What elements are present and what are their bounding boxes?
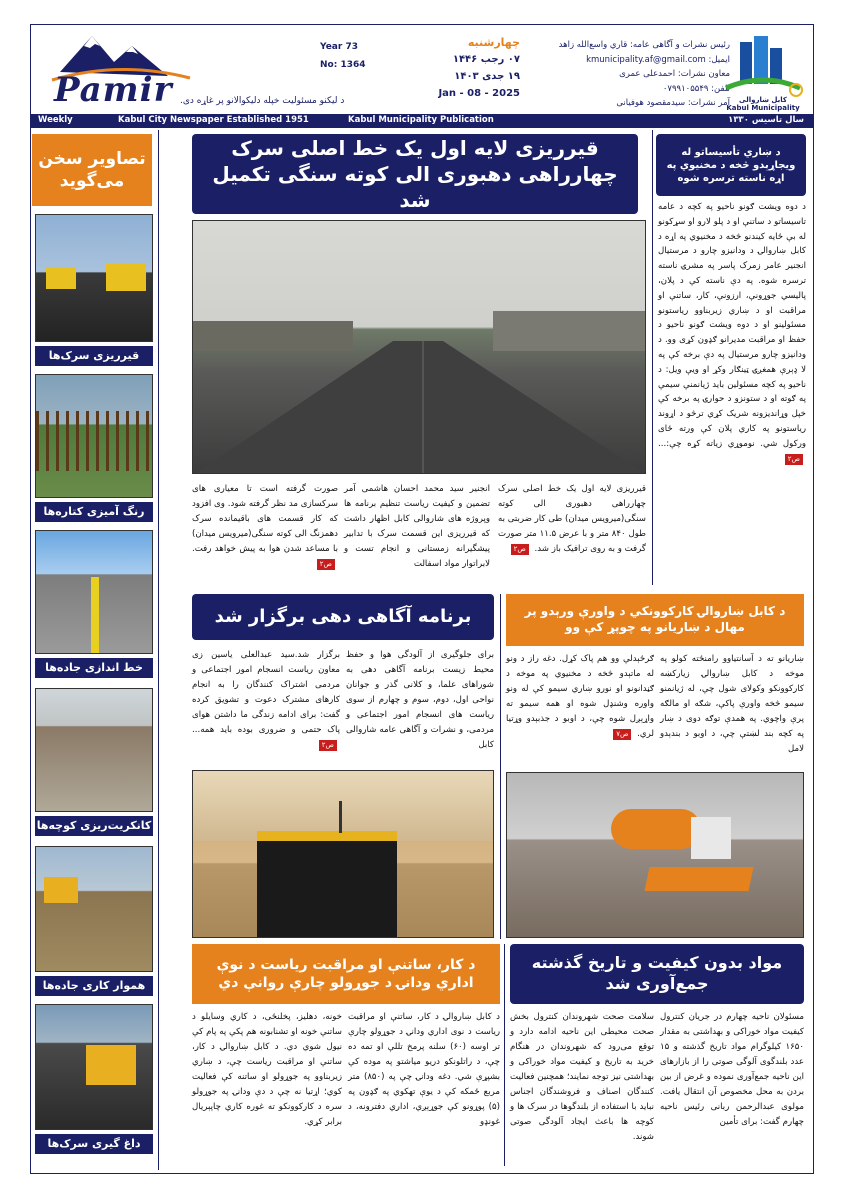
photo-grading	[35, 846, 153, 972]
municipality-label	[722, 96, 804, 112]
staff-list	[550, 38, 730, 111]
caption-alley: کانکریت‌ریزی کوچه‌ها	[35, 816, 153, 836]
responsibility-notice: د لیکنو مسئولیت خپله دلیکوالانو پر غاړه دی.	[180, 96, 345, 106]
photo-snowplow	[506, 772, 804, 938]
column-divider	[652, 130, 653, 585]
column-divider	[500, 594, 501, 939]
right-tail-text: نوموړي زیاته کړه چې:...	[658, 438, 755, 449]
main-headline: قیرریزی لایه اول یک خط اصلی سرک چهارراهی دهبوری الی کوته سنگی تکمیل شد	[192, 134, 638, 214]
page-ref-badge[interactable]: ص۷	[613, 729, 631, 740]
snow-col-1: ښاریانو ته د آسانتیاوو رامنځته کولو په موخه د کابل ښاروالۍ زیارکښه کارکوونکو وکولای شول چې، له ژیانمنو سیمو څخه واورې پاکې، شګه او مالګه پرې واچوي. په همدې توګه دوی د ښار په کچه بند لښتې چې، د اوبو د بندېدو لامل	[660, 654, 804, 754]
photo-fence	[35, 374, 153, 498]
photo-podium	[192, 770, 494, 938]
photo-main-road	[192, 220, 646, 474]
date-lunar: ۰۷ رجب ۱۴۴۶	[452, 54, 520, 65]
founded-label: سال تاسیس ۱۳۳۰	[728, 115, 804, 125]
main-col-1	[498, 482, 646, 557]
awareness-col-2-text: برگزار شد.سید عبدالعلی یاسین زی معاون ریاست انسجام امور اجتماعی و مردمی اشتراک کنندگان را به انجام کارهای مشترک دعوت و تشویق کرده گفت: برای ادامه زندگی ما داشتن هوای پاک حتمی و ضروری بوده باید همه...	[192, 650, 340, 735]
photo-asphalt	[35, 214, 153, 342]
muni-name: کابل ښاروالی	[738, 96, 787, 104]
year-label: Year 73	[320, 42, 358, 52]
staff-line: معاون نشرات: احمدعلی عمری	[619, 69, 730, 79]
right-headline: د ښاري تأسیساتو له ویجاړېدو څخه د مخنیوي په اړه ناسته ترسره شوه	[656, 134, 806, 196]
awareness-col-2	[192, 648, 340, 753]
page-ref-badge[interactable]: ص۲	[319, 740, 337, 751]
page-ref-badge[interactable]: ص۲	[785, 454, 803, 465]
established-label: Kabul City Newspaper Established 1951	[118, 115, 309, 125]
dates	[410, 34, 520, 102]
page-ref-badge[interactable]: ص۲	[317, 559, 335, 570]
awareness-col-1: برای جلوگیری از آلودگی هوا و حفظ محیط زیست برنامه آگاهی دهی به شوراهای علما، و کلانی گذر و جوانان نواحی اول، دوم، سوم و چهارم از سوی ریاست های انسجام امور اجتماعی و مردمی، و نشرات و آگاهی عامه شاروالی کابل	[346, 650, 494, 750]
photo-patching	[35, 1004, 153, 1130]
main-col-3-text: صورت گرفته است تا معیاری های سرکسازی مد نظر گرفته شود. وی افزود که کار قسمت های باقیمانده سرک دهمزنگ الی کوته سنگی(میرویس میدان) با مساعد شدن هوا به پیش خواهد رفت.	[192, 484, 338, 554]
staff-line: رئیس نشرات و آگاهی عامه: قاري واسع‌الله زاهد	[558, 40, 730, 50]
caption-fence: رنگ آمیزی کتاره‌ها	[35, 502, 153, 522]
issue-number: No: 1364	[320, 60, 366, 70]
road-photo-illustration	[193, 221, 646, 474]
control-col-2: خونه، دهلیز، پخلنځی، د کاري وسایلو د ساتنې خونه او تشنابونه هم پکې په پام کې نیول شوي دي. د کابل ښاروالۍ د کار، ساتنې او مراقبت ریاست چې، د ښاري زیربناوو په جوړولو او ساتنه کې فعالیت کوي؛ اړتیا نه چې د دې ودانۍ په جوړولو سره د کارکوونکو ته غوره کاري چاپېریال برابر کړي.	[192, 1012, 342, 1127]
masthead-bar	[30, 114, 814, 128]
staff-line: آمر نشرات: سیدمقصود هوفیانی	[616, 98, 730, 108]
caption-asphalt: قیرریزی سرک‌ها	[35, 346, 153, 366]
main-col-1-text: قیرریزی لایه اول یک خط اصلی سرک چهارراهی دهبوری الی کوته سنگی(میرویس میدان) طی کار ضربتی به طول ۸۴۰ متر و با عرض ۱۱.۵ متر صورت گرفت و به روی ترافیک باز شد.	[498, 484, 646, 554]
masthead	[30, 24, 814, 114]
brand-wordmark: Pamir	[54, 70, 173, 110]
snow-headline: د کابل ښاروالۍ کارکوونکي د واورې ورېدو پر مهال د ښاریانو په چوپړ کې وو	[506, 594, 804, 646]
weekly-label: Weekly	[38, 115, 73, 125]
right-body-text: د دوه ویشت ګونو ناحیو په کچه د عامه تاسیساتو د ساتنې او د پلو لارو او سړکونو له بې ځایه کیندنو څخه د مخنیوي په اړه د کابل ښاروالۍ د ودانیزو چارو د مرستیال انجنیر عامر زمرک پاسر په مشرۍ ناسته ترسره شوه. په دې ناسته کې د پلان، پالیسي جوړونې، ارزونې، کار، ساتنې او مراقبت او د ښاري زیربناوو ریاستونو مسئولینو او د دوه ویشت ګونو ناحیو د حفظ او مراقبت مدیرانو ګډون کړی وو. د ودانیزو چارو مرستیال په دې برخه کې په لا ډېرې همغږۍ ټینګار وکړ او ویې ویل: د ناحیو په کچه مسئولین باید ژیانمنې سیمې په ګوته او د ستونزو د حوارۍ په برخه کې خپل وړاندیزونه شریک کړي ترڅو د اړوند ریاستونو په کاري پلان کې ورته ځای ورکول شي.	[658, 202, 806, 449]
caption-grading: هموار کاری جاده‌ها	[35, 976, 153, 996]
date-gregorian: Jan - 08 - 2025	[438, 88, 520, 99]
staff-line: ایمیل: kmunicipality.af@gmail.com	[586, 54, 730, 65]
food-col-1: مسئولان ناحیه چهارم در جریان کنترول کیفیت مواد خوراکی و بهداشتی به مقدار ۱۶۵۰ کیلوگرام مواد تاریخ گذشته و ۱۵ عدد بلندگوی آلوگی صوتی را از بازارهای این ناحیه جمع‌آوری نموده و غرض از بین بردن به محل مخصوص آن انتقال یافت. مولوی عبدالرحمن ربانی رئیس ناحیه چهارم گفت: برای تأمین	[660, 1012, 804, 1127]
column-divider	[504, 944, 505, 1166]
photo-alley	[35, 688, 153, 812]
column-divider	[158, 130, 159, 1170]
control-col-1: د کابل ښاروالۍ د کار، ساتنې او مراقبت ریاست د نوی اداري ودانۍ د جوړولو چارې تر اوسه (۶۰) سلنه پرمخ تللې او تمه ده چې، د راتلونکو دریو میاشتو په موده کې بشپړې شي. دغه ودانۍ چې په (۸۵۰) متر مربع ځمکه کې د یوې تهکوي په ګډون په (۵) پوړونو کې جوړېږي، اداري دفترونه، د غونډو	[348, 1012, 500, 1127]
muni-name-en: Kabul Municipality	[726, 104, 800, 112]
food-headline: مواد بدون کیفیت و تاریخ گذشته جمع‌آوری شد	[510, 944, 804, 1004]
photo-road-lines	[35, 530, 153, 654]
city-buildings-icon	[720, 32, 806, 102]
date-solar: ۱۹ جدی ۱۴۰۳	[454, 71, 520, 82]
snow-col-2	[506, 652, 654, 742]
sidebar-title: تصاویر سخن می‌گوید	[32, 134, 152, 206]
staff-line: تلفن: ۰۷۹۹۱۰۵۵۴۹	[662, 83, 730, 94]
awareness-headline: برنامه آگاهی دهی برگزار شد	[192, 594, 494, 640]
control-headline: د کار، ساتنې او مراقبت ریاست د نوې اداري ودانۍ د جوړولو چارې روانې دي	[192, 944, 500, 1004]
right-body	[658, 200, 806, 466]
issue-info	[320, 38, 366, 74]
food-col-2: سلامت صحت شهروندان کنترول بخش صحت محیطی این ناحیه ادامه دارد و توقع می‌رود که شهروندان در هنگام خرید به تاریخ و کیفیت مواد خوراکی و بهداشتی نیز توجه نمایند؛ همچنین فعالیت کنندگان اصناف و فروشندگان اجناس نباید با استفاده از بلندگوها در سرک ها و کوچه ها باعث ایجاد آلودگی صوتی شوند.	[510, 1012, 654, 1142]
page-ref-badge[interactable]: ص۲	[511, 544, 529, 555]
main-col-2: انجنیر سید محمد احسان هاشمی آمر تضمین و کیفیت ریاست تنظیم برنامه ها وپروژه های شاروالی کابل اظهار داشت که قیرریزی این قسمت سرک با تدابیر پیشگیرانه زمستانی و انجام تست و لابراتوار مواد اسفالت	[344, 484, 490, 569]
publication-label: Kabul Municipality Publication	[348, 115, 494, 125]
caption-patching: داغ گیری سرک‌ها	[35, 1134, 153, 1154]
weekday: چهارشنبه	[467, 36, 520, 49]
caption-road-lines: خط اندازی جاده‌ها	[35, 658, 153, 678]
main-col-3	[192, 482, 338, 572]
snow-col-2-text: ګرځېدلې وو هم پاک کړل. دغه راز د ونو له ماتېدو څخه د مخنیوي په موخه د ګڼدانونو او نورو ښاري سیمو کې له ونو واوره وشنډل شوه او همه سیمو ته واړېږل شوه چې، د اوبو د جذبېدو وړتیا لري.	[506, 654, 654, 739]
